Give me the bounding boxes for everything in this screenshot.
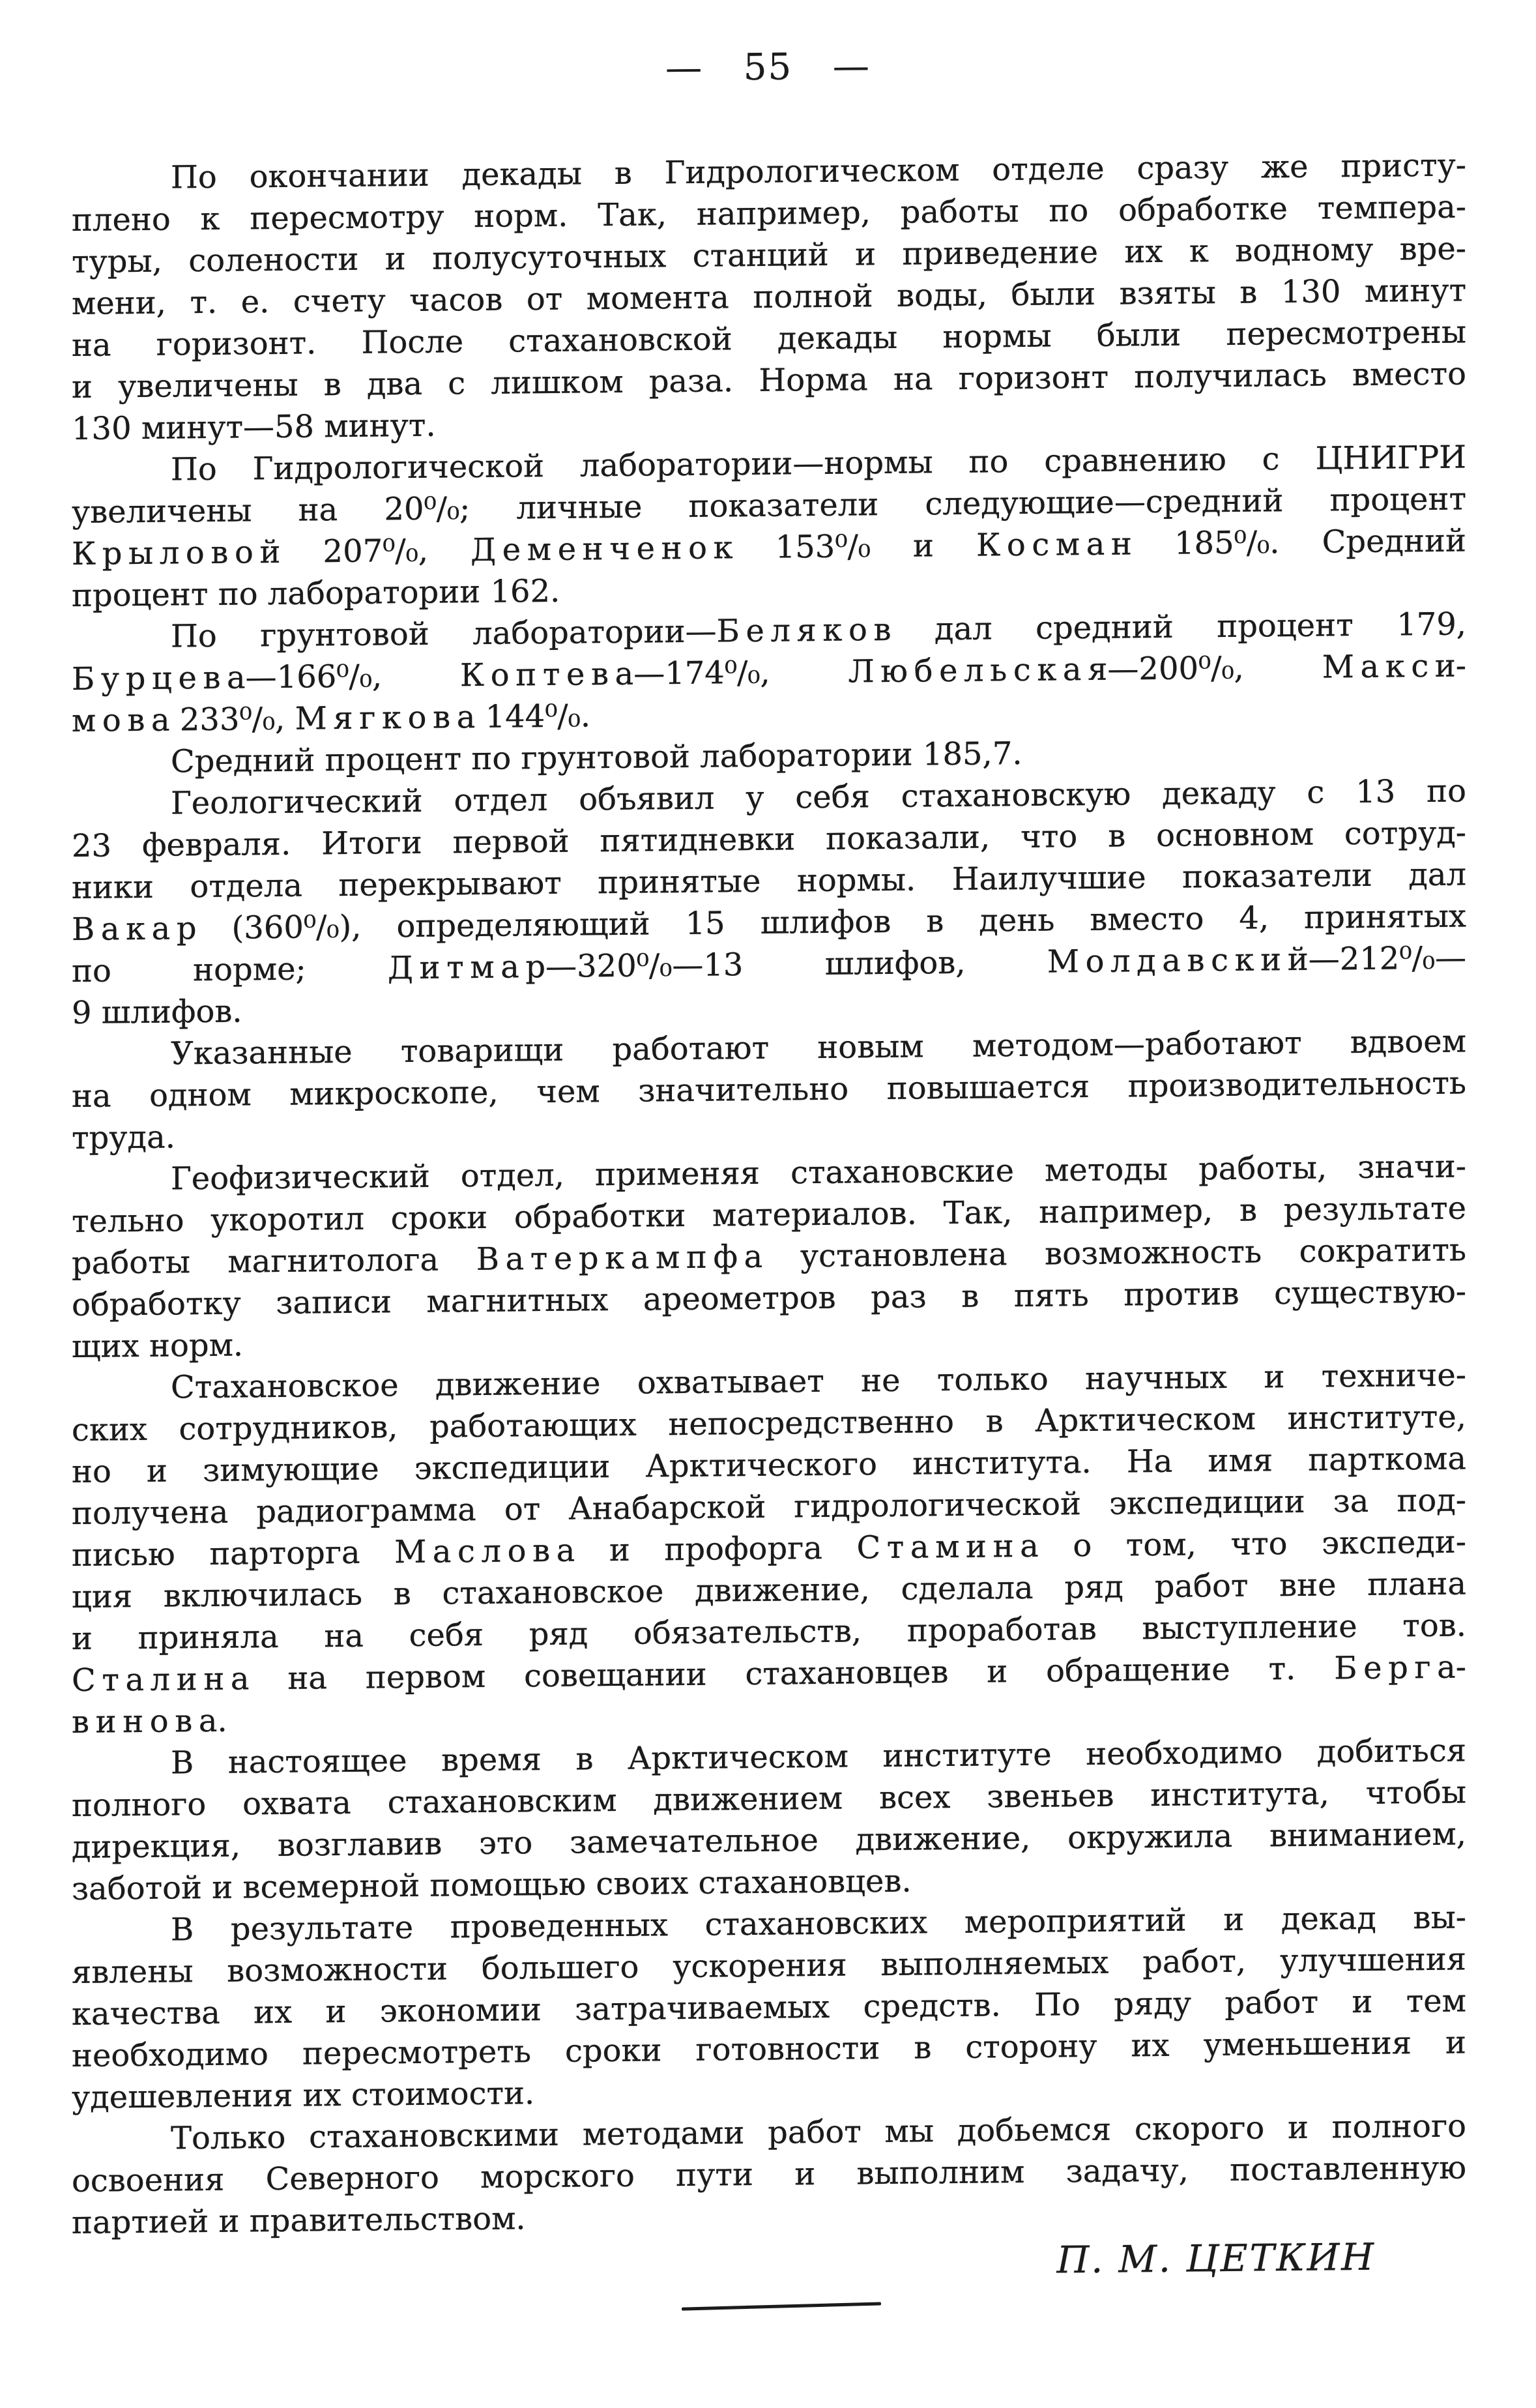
paragraph-line: К р ы л о в о й 207⁰/₀, Д е м е н ч е н о к 153⁰/₀ и К о с м а н 185⁰/₀. Средний (72, 522, 1466, 572)
paragraph-line: полного охвата стахановским движением всех звеньев института, чтобы (72, 1774, 1466, 1824)
paragraph-line: увеличены на 20⁰/₀; личные показатели следующие—средний процент (72, 480, 1466, 531)
paragraph-line: 130 минут—58 минут. (72, 407, 436, 447)
paragraph-line: В настоящее время в Арктическом институте необходимо добиться (171, 1732, 1466, 1782)
paragraph-line: на одном микроскопе, чем значительно повышается производительность (72, 1065, 1466, 1115)
paragraph-line: на горизонт. После стахановской декады нормы были пересмотрены (72, 314, 1466, 364)
paragraph-line: туры, солености и полусуточных станций и приведение их к водному вре- (72, 230, 1466, 280)
paragraph-line: и увеличены в два с лишком раза. Норма на горизонт получилась вместо (72, 355, 1466, 405)
paragraph-line: ники отдела перекрывают принятые нормы. Наилучшие показатели дал (72, 856, 1466, 906)
paragraph-line: и приняла на себя ряд обязательств, проработав выступление тов. (72, 1607, 1466, 1657)
paragraph-line: освоения Северного морского пути и выполним задачу, поставленную (72, 2149, 1466, 2199)
paragraph-line: ция включилась в стахановское движение, сделала ряд работ вне плана (72, 1565, 1466, 1615)
paragraph-line: явлены возможности большего ускорения выполняемых работ, улучшения (72, 1941, 1466, 1991)
paragraph (72, 436, 1466, 617)
paragraph-line: Б у р ц е в а—166⁰/₀, К о п т е в а—174⁰/₀, Л ю б е л ь с к а я—200⁰/₀, М а к с и- (72, 647, 1466, 697)
paragraph-line: партией и правительством. (72, 2200, 526, 2241)
paragraph-line: По грунтовой лаборатории—Б е л я к о в дал средний процент 179, (171, 606, 1466, 655)
paragraph-line: Стахановское движение охватывает не только научных и техниче- (171, 1357, 1466, 1406)
paragraph-line: обработку записи магнитных ареометров раз в пять против существую- (72, 1273, 1466, 1323)
paragraph-line: в и н о в а. (72, 1702, 227, 1740)
paragraph-line: удешевления их стоимости. (72, 2075, 535, 2116)
paragraph-line: заботой и всемерной помощью своих стахановцев. (72, 1862, 912, 1907)
paragraph-line: Геофизический отдел, применяя стахановские методы работы, значи- (171, 1148, 1466, 1197)
paragraph-line: дирекция, возглавив это замечательное движение, окружила вниманием, (72, 1815, 1466, 1866)
paragraph (72, 770, 1466, 1034)
text-block (72, 144, 1466, 2244)
paragraph-line: 9 шлифов. (72, 993, 242, 1031)
paragraph-line: качества их и экономии затрачиваемых средств. По ряду работ и тем (72, 1982, 1466, 2033)
paragraph-line: м о в а 233⁰/₀, М я г к о в а 144⁰/₀. (72, 697, 591, 739)
paragraph-line: По окончании декады в Гидрологическом отделе сразу же присту- (171, 147, 1466, 196)
paragraph (72, 603, 1466, 742)
paragraph (72, 1729, 1466, 1910)
paragraph-line: ских сотрудников, работающих непосредственно в Арктическом институте, (72, 1398, 1466, 1448)
paragraph-line: 23 февраля. Итоги первой пятидневки показали, что в основном сотруд- (72, 814, 1466, 864)
paragraph-line: мени, т. е. счету часов от момента полной воды, были взяты в 130 минут (72, 272, 1466, 322)
paragraph-line: тельно укоротил сроки обработки материалов. Так, например, в результате (72, 1190, 1466, 1240)
paragraph (72, 1896, 1466, 2119)
paragraph-line: необходимо пересмотреть сроки готовности в сторону их уменьшения и (72, 2024, 1466, 2074)
paragraph (72, 1020, 1466, 1159)
paragraph-line: Геологический отдел объявил у себя стахановскую декаду с 13 по (171, 772, 1466, 822)
paragraph (72, 2105, 1466, 2244)
paragraph-line: получена радиограмма от Анабарской гидрологической экспедиции за под- (72, 1482, 1466, 1532)
paragraph-line: но и зимующие экспедиции Арктического института. На имя парткома (72, 1440, 1466, 1490)
paragraph (72, 1145, 1466, 1368)
page-number: — 55 — (665, 45, 871, 90)
paragraph-line: В а к а р (360⁰/₀), определяющий 15 шлифов в день вместо 4, принятых (72, 898, 1466, 948)
paragraph (72, 1354, 1466, 1743)
paragraph-line: Средний процент по грунтовой лаборатории 185,7. (171, 735, 1022, 780)
paragraph-line: Указанные товарищи работают новым методом—работают вдвоем (171, 1023, 1466, 1072)
paragraph-line: С т а л и н а на первом совещании стахановцев и обращение т. Б е р г а- (72, 1649, 1466, 1699)
paragraph-line: процент по лаборатории 162. (72, 572, 560, 614)
paragraph-line: писью парторга М а с л о в а и профорга С т а м и н а о том, что экспеди- (72, 1523, 1466, 1574)
signature: П. М. ЦЕТКИН (1056, 2235, 1376, 2282)
paragraph (72, 144, 1466, 450)
end-rule (682, 2302, 881, 2310)
paragraph-line: работы магнитолога В а т е р к а м п ф а установлена возможность сократить (72, 1231, 1466, 1282)
paragraph-line: По Гидрологической лаборатории—нормы по сравнению с ЦНИГРИ (171, 439, 1466, 488)
paragraph-line: плено к пересмотру норм. Так, например, работы по обработке темпера- (72, 188, 1466, 239)
paragraph-line: по норме; Д и т м а р—320⁰/₀—13 шлифов, М о л д а в с к и й—212⁰/₀— (72, 939, 1466, 990)
paragraph-line: щих норм. (72, 1327, 244, 1365)
paragraph-line: В результате проведенных стахановских мероприятий и декад вы- (171, 1899, 1466, 1948)
paragraph-line: Только стахановскими методами работ мы добьемся скорого и полного (171, 2107, 1466, 2157)
paragraph-line: труда. (72, 1119, 175, 1156)
